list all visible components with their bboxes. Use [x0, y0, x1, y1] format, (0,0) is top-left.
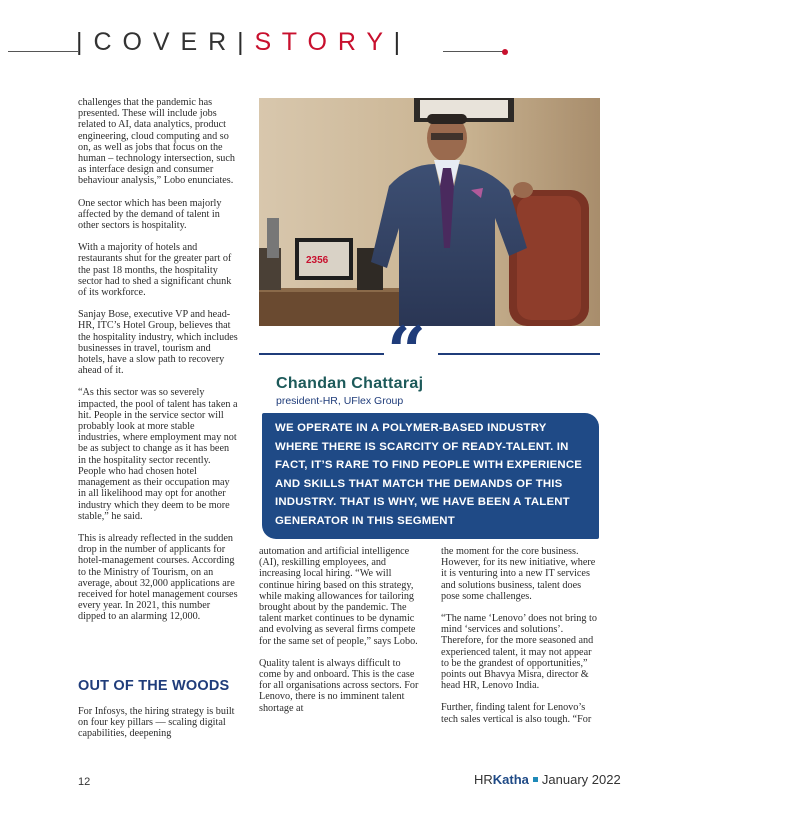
paragraph: With a majority of hotels and restaurants shut for the greater part of the past 18 months, the hospitality sector had to shed a significant chunk of its workforce.: [78, 242, 232, 299]
pull-quote-box: [262, 413, 599, 539]
header-rule-left: [8, 51, 78, 52]
quote-mark-icon: “: [387, 312, 427, 392]
paragraph: “The name ‘Lenovo’ does not bring to mind ‘services and solutions’. Therefore, for the more seasoned and experienced talent, it may not appear to be the grandest of opportunities,” points out Bhavya Misra, director & head HR, Lenovo India.: [441, 613, 597, 692]
footer-brand: [474, 772, 621, 787]
pull-quote-text: WE OPERATE IN A POLYMER-BASED INDUSTRY WHERE THERE IS SCARCITY OF READY-TALENT. IN FACT, IT’S RARE TO FIND PEOPLE WITH EXPERIENCE AND SKILLS THAT MATCH THE DEMANDS OF THIS INDUSTRY. THAT IS WHY, WE HAVE BEEN A TALENT GENERATOR IN THIS SEGMENT: [275, 422, 583, 527]
footer-square-icon: [533, 777, 538, 782]
section-title: [76, 28, 402, 57]
paragraph: For Infosys, the hiring strategy is built on four key pillars — scaling digital capabilities, deepening: [78, 706, 235, 740]
paragraph: Quality talent is always difficult to come by and onboard. This is the case for all organisations across sectors. For Lenovo, there is no imminent talent shortage at: [259, 657, 419, 714]
section-title-word1: C O V E R: [93, 28, 229, 56]
article-column-2: [259, 546, 419, 725]
page-number: 12: [78, 776, 91, 788]
paragraph: “As this sector was so severely impacted, the pool of talent has taken a hit. People in the service sector will probably look at more stable industries, where employment may not be as subject to change as it has been in the hospitality sector recently. People who had chosen hotel management as their occupation may in all likelihood may opt for another industry which they deem to be more stable,” he said.: [78, 387, 238, 522]
article-column-3: [441, 546, 601, 736]
brand-hr: HR: [474, 772, 493, 787]
section-title-bar: |: [237, 28, 246, 56]
section-title-bar: |: [76, 28, 85, 56]
section-heading: OUT OF THE WOODS: [78, 678, 230, 694]
paragraph: challenges that the pandemic has presented. These will include jobs related to AI, data analytics, product engineering, cloud computing and so on, as well as jobs that focus on the human – technology intersection, such as interface design and consumer behaviour analysis,” Lobo enunciates.: [78, 97, 236, 187]
portrait-photo: [259, 98, 600, 326]
paragraph: This is already reflected in the sudden drop in the number of applicants for hotel-management courses. According to the Ministry of Tourism, on an average, about 32,000 applications are received for hotel management courses every year. In 2021, this number dipped to an alarming 12,000.: [78, 532, 238, 623]
paragraph: Sanjay Bose, executive VP and head-HR, ITC’s Hotel Group, believes that the hospitality industry, which includes businesses in travel, tourism and hotels, have a slow path to recovery ahead of it.: [78, 309, 238, 377]
article-column-1-continued: [78, 706, 238, 751]
paragraph: the moment for the core business. However, for its new initiative, where it is venturing into a new IT services and solutions business, talent does pose some challenges.: [441, 546, 596, 602]
paragraph: One sector which has been majorly affected by the demand of talent in other sectors is hospitality.: [78, 197, 222, 232]
paragraph: automation and artificial intelligence (AI), reskilling employees, and increasing local hiring. “We will continue hiring based on this strategy, while making allowances for tailoring brought about by the pandemic. The talent market continues to be dynamic and evolving as several firms compete for the same set of people,” says Lobo.: [259, 546, 418, 647]
section-title-bar: |: [393, 28, 403, 56]
header-rule-right: [443, 51, 503, 52]
quote-rule-right: [438, 353, 600, 355]
header-dot: [502, 49, 508, 55]
portrait-photo-illustration: [259, 98, 600, 326]
section-title-word2: S T O R Y: [254, 28, 385, 56]
svg-text:2356: 2356: [306, 255, 329, 266]
quote-author-role: president-HR, UFlex Group: [276, 395, 404, 407]
quote-rule-left: [259, 353, 384, 355]
article-column-1: [78, 97, 238, 634]
paragraph: Further, finding talent for Lenovo’s tech sales vertical is also tough. “For: [441, 702, 592, 725]
quote-author-name: Chandan Chattaraj: [276, 375, 424, 392]
brand-katha: Katha: [492, 772, 529, 787]
issue-date: January 2022: [541, 772, 621, 787]
